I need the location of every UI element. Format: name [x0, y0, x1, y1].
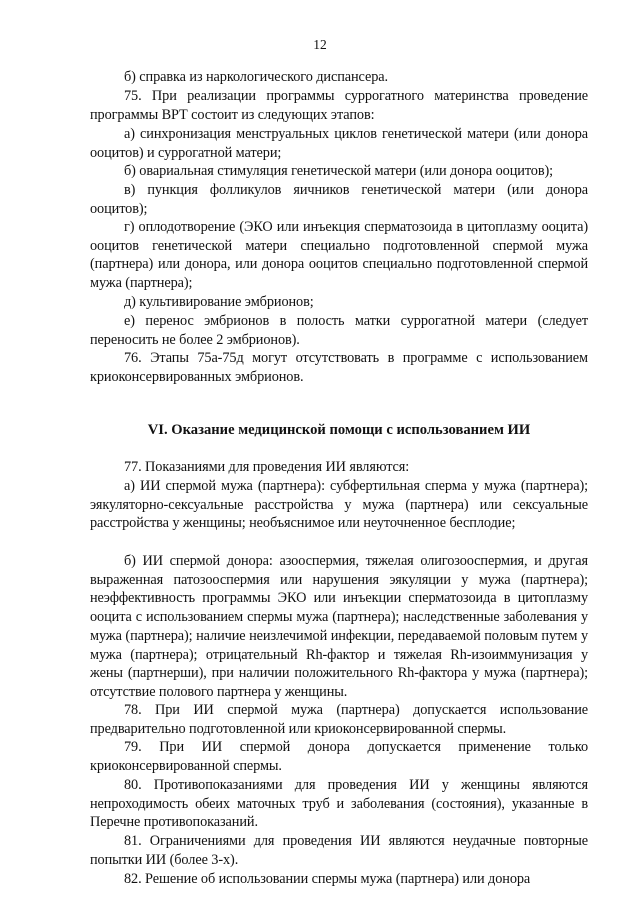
paragraph-75: 75. При реализации программы суррогатного материнства проведение программы ВРТ состоит из следующих этапов: [90, 88, 588, 123]
paragraph-75g: г) оплодотворение (ЭКО или инъекция сперматозоида в цитоплазму ооцита) ооцитов генетической матери специально подготовленной спермой мужа (партнера) или донора, или донора ооцитов специально подготовленной спермой мужа (партнера); [90, 219, 588, 292]
paragraph-82: 82. Решение об использовании спермы мужа (партнера) или донора [124, 871, 531, 887]
paragraph-75v: в) пункция фолликулов яичников генетической матери (или донора ооцитов); [90, 182, 588, 217]
paragraph-81: 81. Ограничениями для проведения ИИ являются неудачные повторные попытки ИИ (более 3-х). [90, 833, 588, 868]
paragraph-78: 78. При ИИ спермой мужа (партнера) допускается использование предварительно подготовленной или криоконсервированной спермы. [90, 702, 588, 737]
paragraph-75b: б) овариальная стимуляция генетической матери (или донора ооцитов); [124, 163, 554, 179]
paragraph-77: 77. Показаниями для проведения ИИ являются: [124, 459, 410, 475]
page-number: 12 [313, 37, 327, 52]
paragraph-75a: а) синхронизация менструальных циклов генетической матери (или донора ооцитов) и суррогатной матери; [90, 126, 588, 161]
paragraph-77a: а) ИИ спермой мужа (партнера): субфертильная сперма у мужа (партнера); эякуляторно-сексуальные расстройства у мужа (партнера) или сексуальные расстройства у женщины; необъяснимое или неуточненное бесплодие; [90, 478, 588, 532]
paragraph-75e: е) перенос эмбрионов в полость матки суррогатной матери (следует переносить не более 2 эмбрионов). [90, 313, 588, 348]
paragraph-79: 79. При ИИ спермой донора допускается применение только криоконсервированной спермы. [90, 739, 588, 774]
paragraph-74b: б) справка из наркологического диспансера. [124, 69, 388, 85]
paragraph-76: 76. Этапы 75а-75д могут отсутствовать в программе с использованием криоконсервированных эмбрионов. [90, 350, 588, 385]
paragraph-75d: д) культивирование эмбрионов; [124, 294, 314, 310]
paragraph-80: 80. Противопоказаниями для проведения ИИ у женщины являются непроходимость обеих маточных труб и заболевания (состояния), указанные в Перечне противопоказаний. [90, 777, 588, 831]
section-heading: VI. Оказание медицинской помощи с использованием ИИ [147, 422, 531, 438]
paragraph-77b: б) ИИ спермой донора: азооспермия, тяжелая олигозооспермия, и другая выраженная патозооспермия или нарушения эякуляции у мужа (партнера); неэффективность программы ЭКО или инъекции сперматозоида в цитоплазму ооцита с использованием спермы мужа (партнера); наследственные заболевания у мужа (партнера); наличие неизлечимой инфекции, передаваемой половым путем у мужа (партнера); отрицательный Rh-фактор и тяжелая Rh-изоиммунизация у жены (партнерши), при наличии положительного Rh-фактора у мужа (партнера); отсутствие полового партнера у женщины. [90, 553, 588, 700]
